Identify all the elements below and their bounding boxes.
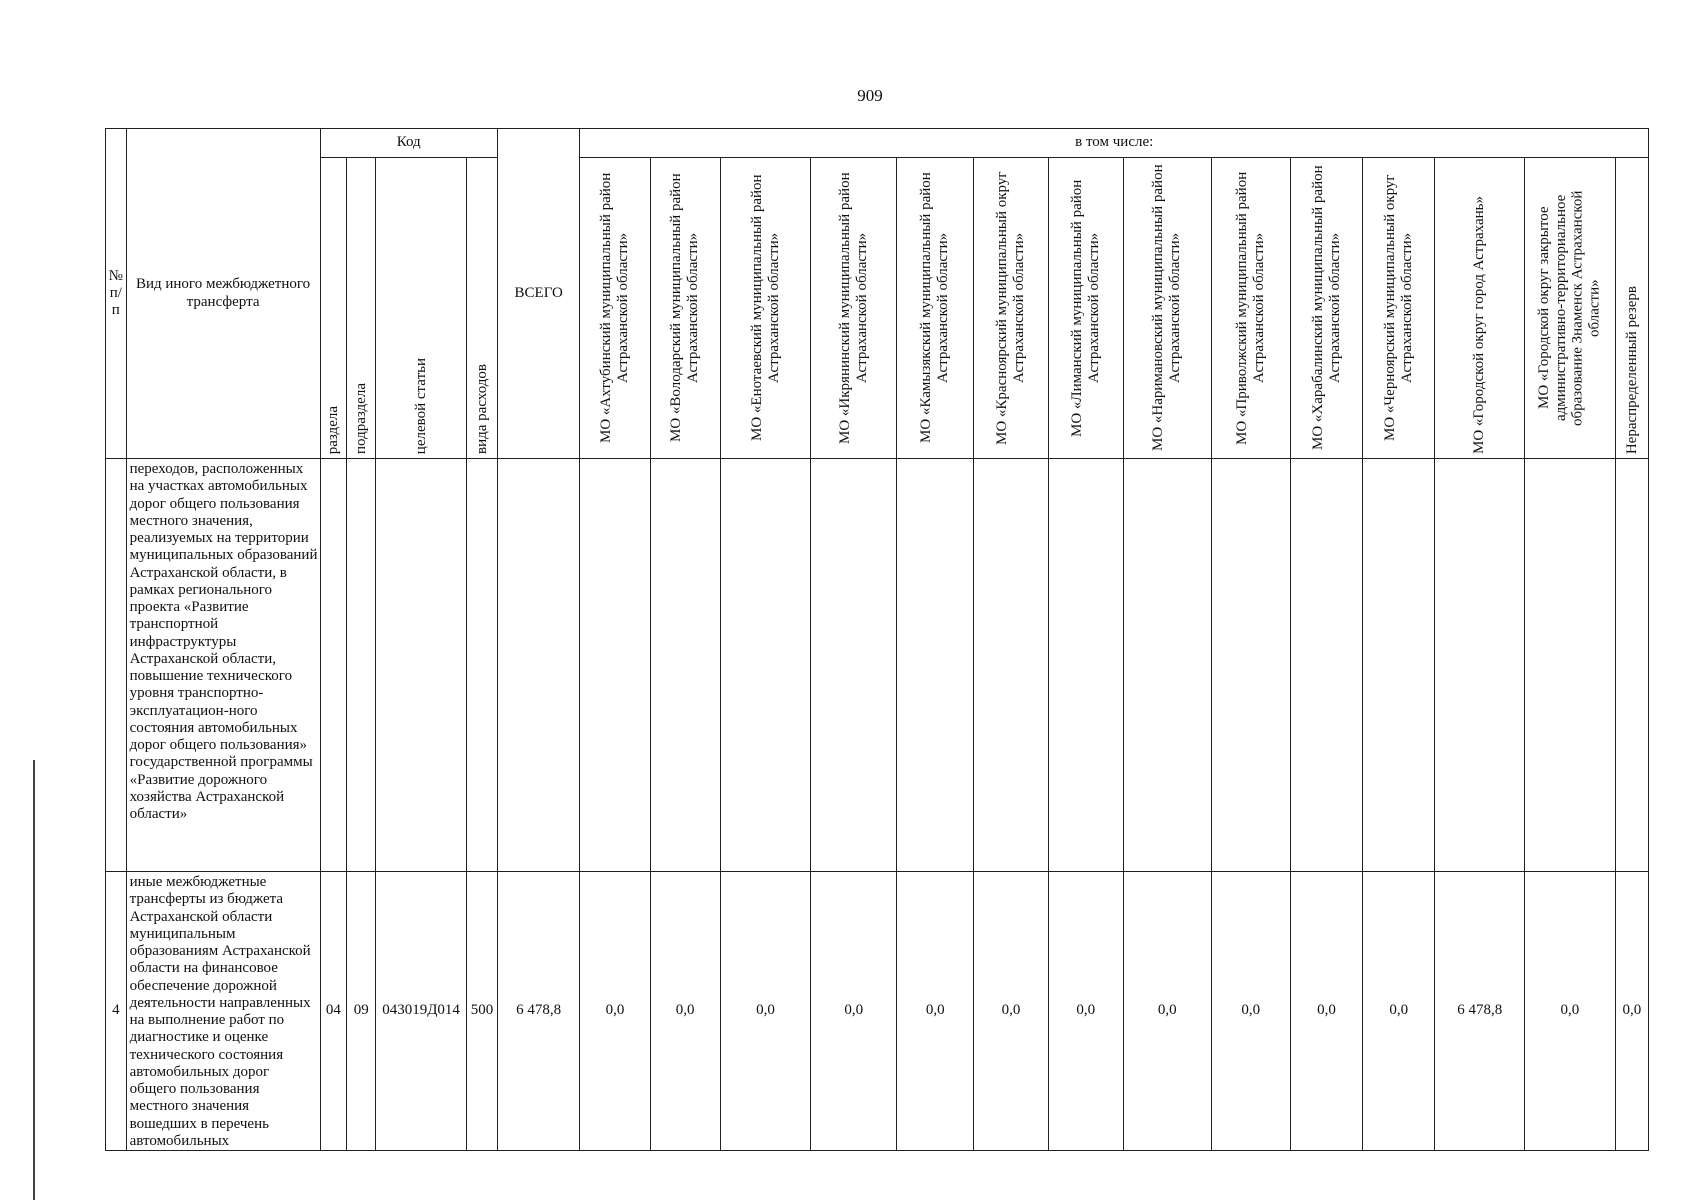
row-value: 0,0 [650,872,720,1151]
header-including: в том числе: [580,129,1649,158]
header-code-section: раздела [320,158,347,459]
header-mo-akhtubinsky: МО «Ахтубинский муниципальный район Астраханской области» [580,158,650,459]
header-num: № п/п [106,129,127,459]
row-value: 0,0 [1363,872,1435,1151]
transfers-table [105,128,1649,1151]
row-description: иные межбюджетные трансферты из бюджета Астраханской области муниципальным образованиям Астраханской области на финансовое обеспечение дорожной деятельности направленных на выполнение работ по диагностике и оценке технического состояния автомобильных дорог общего пользования местного значения вошедших в перечень автомобильных [126,872,320,1151]
header-mo-znamensk: МО «Городской округ закрытое административно-территориальное образование Знаменск Астраханской области» [1525,158,1616,459]
row-value [1363,459,1435,872]
row-value: 0,0 [720,872,811,1151]
row-total [497,459,580,872]
row-num: 4 [106,872,127,1151]
row-num [106,459,127,872]
header-code-expense-type: вида расходов [466,158,497,459]
row-subsection [347,459,376,872]
row-subsection: 09 [347,872,376,1151]
header-mo-kamyzyaksky: МО «Камызякский муниципальный район Астраханской области» [897,158,974,459]
row-expense-type [466,459,497,872]
row-section [320,459,347,872]
row-value [720,459,811,872]
header-mo-narimanovsky: МО «Наримановский муниципальный район Астраханской области» [1123,158,1211,459]
row-value [897,459,974,872]
header-transfer-kind: Вид иного межбюджетного трансферта [126,129,320,459]
row-description: переходов, расположенных на участках автомобильных дорог общего пользования местного значения, реализуемых на территории муниципальных образований Астраханской области, в рамках регионального проекта «Развитие транспортной инфраструктуры Астраханской области, повышение технического уровня транспортно-эксплуатацион-ного состояния автомобильных дорог общего пользования» государственной программы «Развитие дорожного хозяйства Астраханской области» [126,459,320,872]
row-value [1525,459,1616,872]
row-value: 0,0 [1615,872,1648,1151]
row-value: 0,0 [1211,872,1290,1151]
header-mo-astrakhan: МО «Городской округ город Астрахань» [1435,158,1525,459]
row-value [974,459,1048,872]
header-mo-krasnoyarsky: МО «Красноярский муниципальный округ Астраханской области» [974,158,1048,459]
table-row [106,459,1649,872]
row-value [1123,459,1211,872]
row-value: 0,0 [1123,872,1211,1151]
header-reserve: Нераспределенный резерв [1615,158,1648,459]
row-expense-type: 500 [466,872,497,1151]
row-target [376,459,467,872]
row-section: 04 [320,872,347,1151]
header-mo-kharabalinsky: МО «Харабалинский муниципальный район Астраханской области» [1290,158,1362,459]
header-mo-privolzhsky: МО «Приволжский муниципальный район Астраханской области» [1211,158,1290,459]
row-value: 0,0 [1290,872,1362,1151]
row-value: 0,0 [1525,872,1616,1151]
row-value: 0,0 [811,872,897,1151]
row-target: 043019Д014 [376,872,467,1151]
page-number: 909 [857,86,883,105]
table-row [106,872,1649,1151]
row-value: 0,0 [1048,872,1123,1151]
row-value: 0,0 [974,872,1048,1151]
row-value [1615,459,1648,872]
header-total: ВСЕГО [497,129,580,459]
header-mo-chernoyarsky: МО «Черноярский муниципальный округ Астраханской области» [1363,158,1435,459]
row-total: 6 478,8 [497,872,580,1151]
row-value [1435,459,1525,872]
header-code-target: целевой статьи [376,158,467,459]
row-value [1290,459,1362,872]
row-value: 0,0 [580,872,650,1151]
header-mo-limansky: МО «Лиманский муниципальный район Астраханской области» [1048,158,1123,459]
binding-line [33,760,35,1200]
row-value [650,459,720,872]
header-mo-volodarsky: МО «Володарский муниципальный район Астраханской области» [650,158,720,459]
row-value [811,459,897,872]
header-mo-enotaevsky: МО «Енотаевский муниципальный район Астраханской области» [720,158,811,459]
header-mo-ikryaninsky: МО «Икрянинский муниципальный район Астраханской области» [811,158,897,459]
header-code: Код [320,129,497,158]
row-value [1211,459,1290,872]
row-value: 0,0 [897,872,974,1151]
row-value [580,459,650,872]
row-value [1048,459,1123,872]
row-value: 6 478,8 [1435,872,1525,1151]
header-code-subsection: подраздела [347,158,376,459]
